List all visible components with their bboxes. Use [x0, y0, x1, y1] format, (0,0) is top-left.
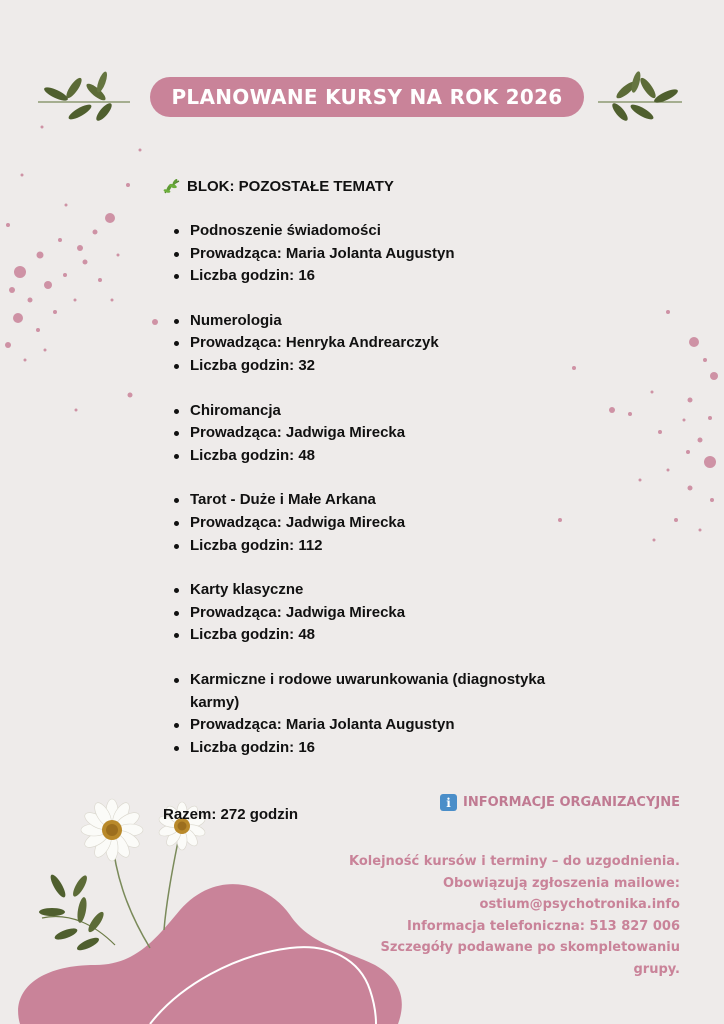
leaf-sprig-top-right	[598, 70, 682, 123]
leaf-sprig-top-left	[38, 70, 130, 123]
info-heading	[440, 794, 680, 811]
course-hours: Liczba godzin: 16	[190, 265, 590, 288]
info-line: Obowiązują zgłoszenia mailowe:	[442, 875, 680, 891]
course-name: Podnoszenie świadomości	[190, 220, 590, 243]
course-teacher: Prowadząca: Jadwiga Mirecka	[190, 512, 590, 535]
course-hours: Liczba godzin: 16	[190, 737, 590, 760]
course-teacher: Prowadząca: Jadwiga Mirecka	[190, 602, 590, 625]
info-line: Informacja telefoniczna: 513 827 006	[407, 918, 680, 934]
course-name: Chiromancja	[190, 400, 590, 423]
block-title: BLOK: POZOSTAŁE TEMATY	[187, 178, 394, 195]
leaf-sprig-bottom-left	[39, 873, 115, 953]
course-teacher: Prowadząca: Jadwiga Mirecka	[190, 422, 590, 445]
course-name: Karmiczne i rodowe uwarunkowania (diagnostyka karmy)	[190, 669, 590, 714]
course-teacher: Prowadząca: Maria Jolanta Augustyn	[190, 243, 590, 266]
course-hours: Liczba godzin: 32	[190, 355, 590, 378]
course-item	[190, 669, 590, 759]
course-teacher: Prowadząca: Henryka Andrearczyk	[190, 332, 590, 355]
course-name: Numerologia	[190, 310, 590, 333]
paint-splatter-left	[5, 126, 158, 412]
course-hours: Liczba godzin: 48	[190, 445, 590, 468]
info-line: Szczegóły podawane po skompletowaniu	[380, 940, 680, 956]
info-line: grupy.	[633, 961, 680, 977]
block-heading	[163, 178, 394, 195]
info-title: INFORMACJE ORGANIZACYJNE	[463, 795, 680, 810]
course-list	[190, 220, 590, 781]
course-name: Tarot - Duże i Małe Arkana	[190, 489, 590, 512]
leaf-icon	[163, 179, 181, 195]
course-item	[190, 310, 590, 378]
course-item	[190, 579, 590, 647]
course-name: Karty klasyczne	[190, 579, 590, 602]
info-line: Kolejność kursów i terminy – do uzgodnienia.	[349, 854, 680, 869]
info-line: ostium@psychotronika.info	[479, 897, 680, 913]
course-item	[190, 220, 590, 288]
course-hours: Liczba godzin: 48	[190, 624, 590, 647]
total-hours: Razem: 272 godzin	[163, 806, 299, 823]
course-item	[190, 400, 590, 468]
course-teacher: Prowadząca: Maria Jolanta Augustyn	[190, 714, 590, 737]
course-item	[190, 489, 590, 557]
course-hours: Liczba godzin: 112	[190, 535, 590, 558]
page-title: PLANOWANE KURSY NA ROK 2026	[171, 85, 563, 109]
info-text	[320, 851, 680, 981]
page-title-banner	[150, 77, 584, 117]
information-icon: i	[440, 794, 457, 811]
